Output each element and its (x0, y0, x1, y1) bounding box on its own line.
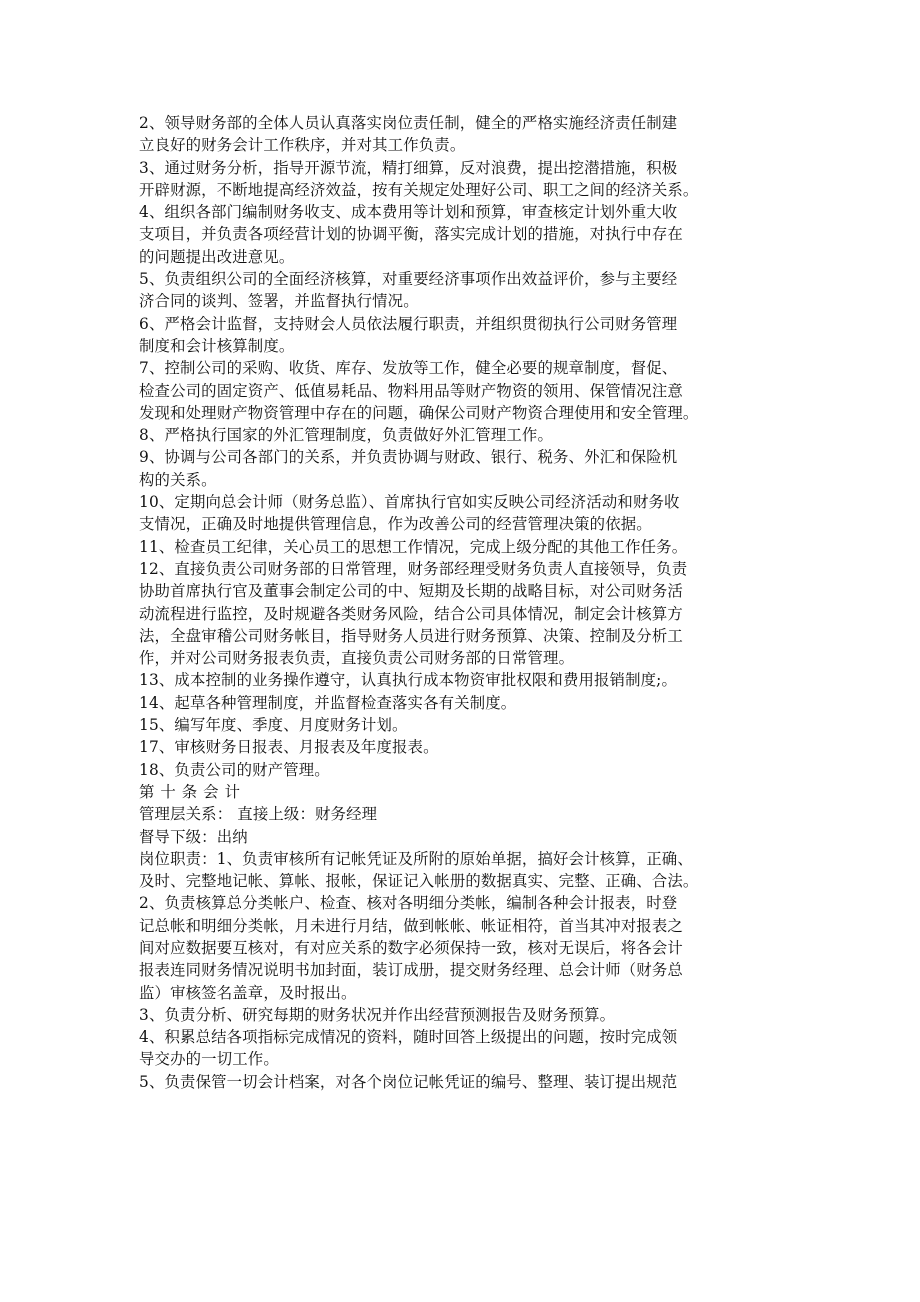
text-line: 11、检查员工纪律，关心员工的思想工作情况，完成上级分配的其他工作任务。 (139, 537, 688, 556)
text-line: 及时、完整地记帐、算帐、报帐，保证记入帐册的数据真实、完整、正确、合法。 (139, 872, 699, 891)
text-line: 6、严格会计监督，支持财会人员依法履行职责，并组织贯彻执行公司财务管理 (139, 314, 678, 333)
text-line: 报表连同财务情况说明书加封面，装订成册，提交财务经理、总会计师（财务总 (139, 961, 683, 980)
text-line: 15、编写年度、季度、月度财务计划。 (139, 716, 408, 735)
text-line: 构的关系。 (139, 470, 217, 489)
text-line: 13、成本控制的业务操作遵守，认真执行成本物资审批权限和费用报销制度;。 (139, 671, 678, 690)
text-line: 开辟财源，不断地提高经济效益，按有关规定处理好公司、职工之间的经济关系。 (139, 180, 699, 199)
text-line: 记总帐和明细分类帐，月未进行月结，做到帐帐、帐证相符，首当其冲对报表之 (139, 916, 683, 935)
text-line: 作，并对公司财务报表负责，直接负责公司财务部的日常管理。 (139, 649, 575, 668)
text-line: 3、通过财务分析，指导开源节流，精打细算，反对浪费，提出挖潜措施，积极 (139, 158, 678, 177)
text-line: 3、负责分析、研究每期的财务状况并作出经营预测报告及财务预算。 (139, 1005, 616, 1024)
text-line: 5、负责组织公司的全面经济核算，对重要经济事项作出效益评价，参与主要经 (139, 270, 678, 289)
text-line: 支情况，正确及时地提供管理信息，作为改善公司的经营管理决策的依据。 (139, 515, 652, 534)
text-line: 2、负责核算总分类帐户、检查、核对各明细分类帐，编制各种会计报表，时登 (139, 894, 678, 913)
text-line: 4、组织各部门编制财务收支、成本费用等计划和预算，审查核定计划外重大收 (139, 203, 678, 222)
text-line: 立良好的财务会计工作秩序，并对其工作负责。 (139, 136, 466, 155)
text-line: 监）审核签名盖章，及时报出。 (139, 983, 357, 1002)
text-line: 动流程进行监控，及时规避各类财务风险，结合公司具体情况，制定会计核算方 (139, 604, 683, 623)
text-line: 发现和处理财产物资管理中存在的问题，确保公司财产物资合理使用和安全管理。 (139, 403, 699, 422)
text-line: 协助首席执行官及董事会制定公司的中、短期及长期的战略目标，对公司财务活 (139, 582, 683, 601)
text-line: 10、定期向总会计师（财务总监）、首席执行官如实反映公司经济活动和财务收 (139, 493, 680, 512)
text-line: 间对应数据要互核对，有对应关系的数字必须保持一致，核对无误后，将各会计 (139, 938, 683, 957)
document-body (139, 112, 789, 1093)
text-line: 济合同的谈判、签署，并监督执行情况。 (139, 292, 419, 311)
text-line: 督导下级：出纳 (139, 827, 248, 846)
text-line: 5、负责保管一切会计档案，对各个岗位记帐凭证的编号、整理、装订提出规范 (139, 1072, 678, 1091)
section-heading: 第十条会计 (139, 782, 246, 801)
text-line: 4、积累总结各项指标完成情况的资料，随时回答上级提出的问题，按时完成领 (139, 1028, 678, 1047)
text-line: 的问题提出改进意见。 (139, 247, 295, 266)
text-line: 导交办的一切工作。 (139, 1050, 279, 1069)
text-line: 法，全盘审稽公司财务帐目，指导财务人员进行财务预算、决策、控制及分析工 (139, 626, 683, 645)
text-line: 8、严格执行国家的外汇管理制度，负责做好外汇管理工作。 (139, 426, 553, 445)
text-line: 17、审核财务日报表、月报表及年度报表。 (139, 738, 439, 757)
text-line: 14、起草各种管理制度，并监督检查落实各有关制度。 (139, 693, 517, 712)
text-line: 检查公司的固定资产、低值易耗品、物料用品等财产物资的领用、保管情况注意 (139, 381, 683, 400)
text-line: 9、协调与公司各部门的关系，并负责协调与财政、银行、税务、外汇和保险机 (139, 448, 678, 467)
text-line: 支项目，并负责各项经营计划的协调平衡，落实完成计划的措施，对执行中存在 (139, 225, 683, 244)
text-line: 12、直接负责公司财务部的日常管理，财务部经理受财务负责人直接领导，负责 (139, 559, 688, 578)
text-line: 制度和会计核算制度。 (139, 336, 295, 355)
text-line: 管理层关系： 直接上级：财务经理 (139, 805, 378, 824)
text-line: 2、领导财务部的全体人员认真落实岗位责任制，健全的严格实施经济责任制建 (139, 114, 678, 132)
text-line: 7、控制公司的采购、收货、库存、发放等工作，健全必要的规章制度，督促、 (139, 359, 678, 378)
text-line: 18、负责公司的财产管理。 (139, 760, 330, 779)
text-line: 岗位职责：1、负责审核所有记帐凭证及所附的原始单据，搞好会计核算，正确、 (139, 849, 693, 868)
